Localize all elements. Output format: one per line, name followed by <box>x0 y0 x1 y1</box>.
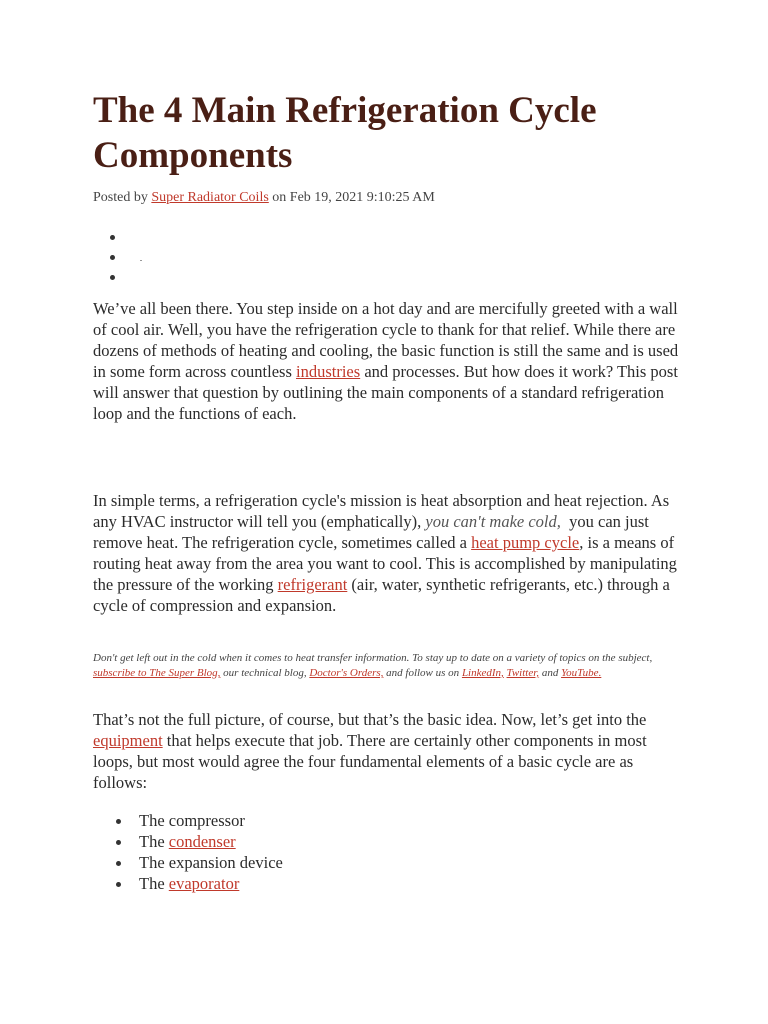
subscribe-link[interactable]: subscribe to The Super Blog, <box>93 667 221 679</box>
text: In simple terms, a refrigeration cycle's mission is heat absorption and heat rejection. As any HVAC instructor will tell you (emphatically), <box>93 491 670 531</box>
author-link[interactable]: Super Radiator Coils <box>151 190 269 205</box>
byline-prefix: Posted by <box>93 190 152 205</box>
post-date: on Feb 19, 2021 9:10:25 AM <box>268 190 435 205</box>
text: Don't get left out in the cold when it comes to heat transfer information. To stay up to date on a variety of topics on the subject, <box>93 652 653 664</box>
emphasis-text: you can't make cold, <box>425 512 561 531</box>
text: The <box>139 832 169 851</box>
bullet-icon <box>116 861 121 866</box>
text: our technical blog, <box>220 667 310 679</box>
component-expansion-device: The expansion device <box>139 853 283 872</box>
equipment-paragraph <box>93 709 683 793</box>
equipment-link[interactable]: equipment <box>93 731 163 750</box>
industries-link[interactable]: industries <box>296 362 361 381</box>
list-item <box>93 873 283 894</box>
text: you can just remove heat. The refrigeration cycle, sometimes called a <box>93 512 653 552</box>
twitter-link[interactable]: Twitter, <box>506 667 540 679</box>
text: and processes. But how does it work? This post will answer that question by outlining the main components of a standard refrigeration loop and the functions of each. <box>93 362 678 423</box>
subscribe-note <box>93 651 683 681</box>
byline <box>93 190 435 206</box>
bullet-icon <box>116 819 121 824</box>
bullet-icon <box>110 235 115 240</box>
components-list <box>93 810 283 894</box>
text: We’ve all been there. You step inside on a hot day and are mercifully greeted with a wall of cool air. Well, you have the refrigeration cycle to thank for that relief. While there are dozens of methods of heating and cooling, the basic function is still the same and is used in some form across countless <box>93 299 679 381</box>
definition-paragraph <box>93 490 683 616</box>
intro-paragraph <box>93 298 683 424</box>
linkedin-link[interactable]: LinkedIn, <box>461 667 504 679</box>
youtube-link[interactable]: YouTube. <box>561 667 602 679</box>
condenser-link[interactable]: condenser <box>168 832 236 851</box>
bullet-icon <box>116 882 121 887</box>
doctors-orders-link[interactable]: Doctor's Orders, <box>309 667 384 679</box>
list-item <box>93 810 283 831</box>
text: , is a means of routing heat away from the area you want to cool. This is accomplished by manipulating the pressure of the working <box>93 533 677 594</box>
dash-mark <box>140 260 142 261</box>
text: and follow us on <box>383 667 462 679</box>
refrigerant-link[interactable]: refrigerant <box>277 575 348 594</box>
text: That’s not the full picture, of course, but that’s the basic idea. Now, let’s get into the <box>93 710 647 729</box>
bullet-icon <box>110 275 115 280</box>
component-compressor: The compressor <box>139 811 245 830</box>
text: and <box>539 667 562 679</box>
bullet-icon <box>110 255 115 260</box>
text: that helps execute that job. There are certainly other components in most loops, but most would agree the four fundamental elements of a basic cycle are as follows: <box>93 731 647 792</box>
page-title: The 4 Main Refrigeration Cycle Components <box>93 90 597 176</box>
evaporator-link[interactable]: evaporator <box>168 874 240 893</box>
text: The <box>139 874 169 893</box>
heat-pump-cycle-link[interactable]: heat pump cycle <box>471 533 580 552</box>
list-item <box>93 852 283 873</box>
text: (air, water, synthetic refrigerants, etc.) through a cycle of compression and expansion. <box>93 575 670 615</box>
bullet-icon <box>116 840 121 845</box>
list-item <box>93 831 283 852</box>
